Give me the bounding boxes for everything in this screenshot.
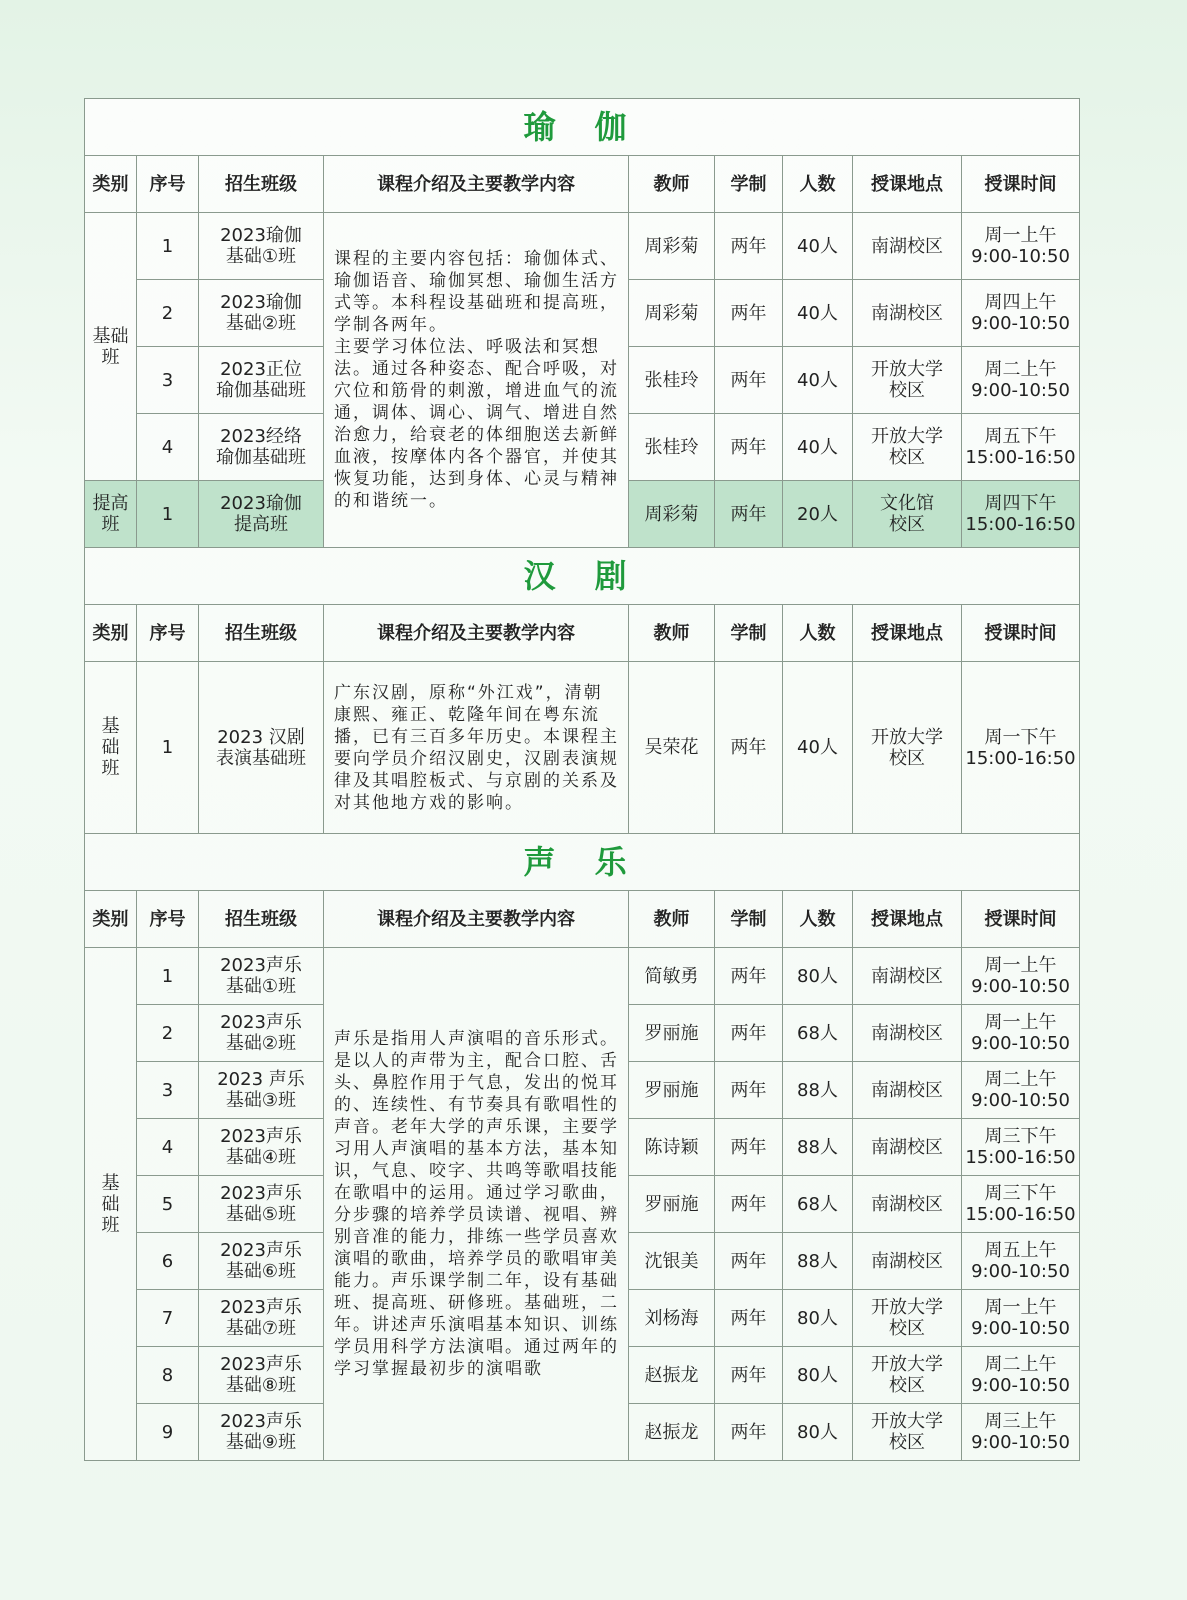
row-number: 6 xyxy=(137,1233,199,1290)
capacity: 80人 xyxy=(783,948,853,1005)
capacity: 40人 xyxy=(783,280,853,347)
class-name: 2023瑜伽 基础②班 xyxy=(199,280,324,347)
class-name: 2023声乐 基础⑨班 xyxy=(199,1404,324,1461)
section-title-row xyxy=(85,834,1080,891)
duration: 两年 xyxy=(715,1005,783,1062)
row-number: 1 xyxy=(137,213,199,280)
location: 南湖校区 xyxy=(853,1119,962,1176)
column-header: 教师 xyxy=(629,891,715,948)
column-header: 序号 xyxy=(137,156,199,213)
capacity: 68人 xyxy=(783,1005,853,1062)
location: 开放大学 校区 xyxy=(853,1347,962,1404)
teacher: 赵振龙 xyxy=(629,1347,715,1404)
schedule-time: 周二上午 9:00-10:50 xyxy=(962,347,1080,414)
schedule-time: 周一上午 9:00-10:50 xyxy=(962,948,1080,1005)
location: 开放大学 校区 xyxy=(853,414,962,481)
capacity: 20人 xyxy=(783,481,853,548)
course-table xyxy=(84,98,1080,1461)
capacity: 68人 xyxy=(783,1176,853,1233)
class-name: 2023 声乐 基础③班 xyxy=(199,1062,324,1119)
teacher: 周彩菊 xyxy=(629,280,715,347)
column-header: 人数 xyxy=(783,605,853,662)
teacher: 吴荣花 xyxy=(629,662,715,834)
column-header: 授课时间 xyxy=(962,156,1080,213)
section-title: 瑜 伽 xyxy=(85,99,1080,156)
schedule-time: 周三下午 15:00-16:50 xyxy=(962,1176,1080,1233)
teacher: 刘杨海 xyxy=(629,1290,715,1347)
teacher: 陈诗颖 xyxy=(629,1119,715,1176)
duration: 两年 xyxy=(715,1233,783,1290)
location: 南湖校区 xyxy=(853,948,962,1005)
row-number: 1 xyxy=(137,662,199,834)
teacher: 简敏勇 xyxy=(629,948,715,1005)
location: 南湖校区 xyxy=(853,1176,962,1233)
duration: 两年 xyxy=(715,213,783,280)
category: 基础班 xyxy=(85,213,137,481)
duration: 两年 xyxy=(715,347,783,414)
location: 南湖校区 xyxy=(853,280,962,347)
duration: 两年 xyxy=(715,280,783,347)
capacity: 40人 xyxy=(783,414,853,481)
column-header: 授课地点 xyxy=(853,605,962,662)
column-header: 授课地点 xyxy=(853,156,962,213)
table-row xyxy=(85,948,1080,1005)
course-description: 声乐是指用人声演唱的音乐形式。是以人的声带为主，配合口腔、舌头、鼻腔作用于气息，发出的悦耳的、连续性、有节奏具有歌唱性的声音。老年大学的声乐课，主要学习用人声演唱的基本方法，基本知识，气息、咬字、共鸣等歌唱技能在歌唱中的运用。通过学习歌曲，分步骤的培养学员读谱、视唱、辨别音准的能力，排练一些学员喜欢演唱的歌曲，培养学员的歌唱审美能力。声乐课学制二年，设有基础班、提高班、研修班。基础班，二年。讲述声乐演唱基本知识、训练学员用科学方法演唱。通过两年的学习掌握最初步的演唱歌 xyxy=(324,948,629,1461)
class-name: 2023声乐 基础④班 xyxy=(199,1119,324,1176)
category: 基 础 班 xyxy=(85,948,137,1461)
schedule-time: 周一上午 9:00-10:50 xyxy=(962,1005,1080,1062)
teacher: 赵振龙 xyxy=(629,1404,715,1461)
column-header: 招生班级 xyxy=(199,891,324,948)
schedule-time: 周二上午 9:00-10:50 xyxy=(962,1062,1080,1119)
column-header: 人数 xyxy=(783,156,853,213)
section-title: 声 乐 xyxy=(85,834,1080,891)
location: 开放大学 校区 xyxy=(853,1290,962,1347)
row-number: 4 xyxy=(137,1119,199,1176)
course-description: 广东汉剧，原称“外江戏”，清朝康熙、雍正、乾隆年间在粤东流播，已有三百多年历史。本课程主要向学员介绍汉剧史，汉剧表演规律及其唱腔板式、与京剧的关系及对其他地方戏的影响。 xyxy=(324,662,629,834)
class-name: 2023正位 瑜伽基础班 xyxy=(199,347,324,414)
location: 南湖校区 xyxy=(853,213,962,280)
class-name: 2023声乐 基础⑦班 xyxy=(199,1290,324,1347)
location: 开放大学 校区 xyxy=(853,347,962,414)
schedule-time: 周四下午 15:00-16:50 xyxy=(962,481,1080,548)
table-row xyxy=(85,213,1080,280)
course-schedule xyxy=(84,98,1079,1461)
row-number: 9 xyxy=(137,1404,199,1461)
class-name: 2023声乐 基础⑥班 xyxy=(199,1233,324,1290)
capacity: 80人 xyxy=(783,1404,853,1461)
capacity: 40人 xyxy=(783,213,853,280)
class-name: 2023瑜伽 基础①班 xyxy=(199,213,324,280)
class-name: 2023声乐 基础⑧班 xyxy=(199,1347,324,1404)
class-name: 2023瑜伽 提高班 xyxy=(199,481,324,548)
schedule-time: 周三上午 9:00-10:50 xyxy=(962,1404,1080,1461)
header-row xyxy=(85,605,1080,662)
category: 提高 班 xyxy=(85,481,137,548)
class-name: 2023 汉剧 表演基础班 xyxy=(199,662,324,834)
schedule-time: 周三下午 15:00-16:50 xyxy=(962,1119,1080,1176)
teacher: 罗丽施 xyxy=(629,1176,715,1233)
teacher: 周彩菊 xyxy=(629,481,715,548)
header-row xyxy=(85,891,1080,948)
schedule-time: 周五上午 9:00-10:50 xyxy=(962,1233,1080,1290)
duration: 两年 xyxy=(715,948,783,1005)
column-header: 人数 xyxy=(783,891,853,948)
row-number: 3 xyxy=(137,1062,199,1119)
teacher: 罗丽施 xyxy=(629,1005,715,1062)
column-header: 学制 xyxy=(715,156,783,213)
teacher: 周彩菊 xyxy=(629,213,715,280)
location: 文化馆 校区 xyxy=(853,481,962,548)
row-number: 5 xyxy=(137,1176,199,1233)
column-header: 类别 xyxy=(85,156,137,213)
location: 南湖校区 xyxy=(853,1233,962,1290)
row-number: 1 xyxy=(137,481,199,548)
location: 开放大学 校区 xyxy=(853,1404,962,1461)
column-header: 序号 xyxy=(137,605,199,662)
capacity: 88人 xyxy=(783,1119,853,1176)
column-header: 序号 xyxy=(137,891,199,948)
column-header: 类别 xyxy=(85,891,137,948)
class-name: 2023声乐 基础②班 xyxy=(199,1005,324,1062)
duration: 两年 xyxy=(715,1290,783,1347)
row-number: 8 xyxy=(137,1347,199,1404)
capacity: 40人 xyxy=(783,347,853,414)
capacity: 88人 xyxy=(783,1233,853,1290)
section-title-row xyxy=(85,548,1080,605)
duration: 两年 xyxy=(715,1176,783,1233)
row-number: 4 xyxy=(137,414,199,481)
duration: 两年 xyxy=(715,1404,783,1461)
duration: 两年 xyxy=(715,1347,783,1404)
course-description: 课程的主要内容包括：瑜伽体式、瑜伽语音、瑜伽冥想、瑜伽生活方式等。本科程设基础班和提高班，学制各两年。 主要学习体位法、呼吸法和冥想法。通过各种姿态、配合呼吸，对穴位和筋骨的刺激，增进血气的流通，调体、调心、调气、增进自然治愈力，给衰老的体细胞送去新鲜血液，按摩体内各个器官，并使其恢复功能，达到身体、心灵与精神的和谐统一。 xyxy=(324,213,629,548)
column-header: 学制 xyxy=(715,891,783,948)
teacher: 张桂玲 xyxy=(629,414,715,481)
schedule-time: 周二上午 9:00-10:50 xyxy=(962,1347,1080,1404)
row-number: 2 xyxy=(137,280,199,347)
column-header: 招生班级 xyxy=(199,156,324,213)
duration: 两年 xyxy=(715,481,783,548)
row-number: 3 xyxy=(137,347,199,414)
duration: 两年 xyxy=(715,414,783,481)
duration: 两年 xyxy=(715,1062,783,1119)
column-header: 授课时间 xyxy=(962,891,1080,948)
teacher: 沈银美 xyxy=(629,1233,715,1290)
capacity: 40人 xyxy=(783,662,853,834)
column-header: 教师 xyxy=(629,605,715,662)
row-number: 2 xyxy=(137,1005,199,1062)
column-header: 授课地点 xyxy=(853,891,962,948)
column-header: 教师 xyxy=(629,156,715,213)
row-number: 7 xyxy=(137,1290,199,1347)
location: 南湖校区 xyxy=(853,1005,962,1062)
location: 南湖校区 xyxy=(853,1062,962,1119)
schedule-time: 周四上午 9:00-10:50 xyxy=(962,280,1080,347)
column-header: 招生班级 xyxy=(199,605,324,662)
location: 开放大学 校区 xyxy=(853,662,962,834)
class-name: 2023经络 瑜伽基础班 xyxy=(199,414,324,481)
capacity: 88人 xyxy=(783,1062,853,1119)
duration: 两年 xyxy=(715,662,783,834)
column-header: 课程介绍及主要教学内容 xyxy=(324,605,629,662)
class-name: 2023声乐 基础①班 xyxy=(199,948,324,1005)
schedule-time: 周一下午 15:00-16:50 xyxy=(962,662,1080,834)
header-row xyxy=(85,156,1080,213)
schedule-time: 周一上午 9:00-10:50 xyxy=(962,1290,1080,1347)
column-header: 课程介绍及主要教学内容 xyxy=(324,156,629,213)
class-name: 2023声乐 基础⑤班 xyxy=(199,1176,324,1233)
section-title: 汉 剧 xyxy=(85,548,1080,605)
capacity: 80人 xyxy=(783,1290,853,1347)
teacher: 张桂玲 xyxy=(629,347,715,414)
section-title-row xyxy=(85,99,1080,156)
column-header: 学制 xyxy=(715,605,783,662)
schedule-time: 周五下午 15:00-16:50 xyxy=(962,414,1080,481)
row-number: 1 xyxy=(137,948,199,1005)
capacity: 80人 xyxy=(783,1347,853,1404)
schedule-time: 周一上午 9:00-10:50 xyxy=(962,213,1080,280)
column-header: 课程介绍及主要教学内容 xyxy=(324,891,629,948)
category: 基 础 班 xyxy=(85,662,137,834)
column-header: 授课时间 xyxy=(962,605,1080,662)
duration: 两年 xyxy=(715,1119,783,1176)
teacher: 罗丽施 xyxy=(629,1062,715,1119)
column-header: 类别 xyxy=(85,605,137,662)
table-row xyxy=(85,662,1080,834)
